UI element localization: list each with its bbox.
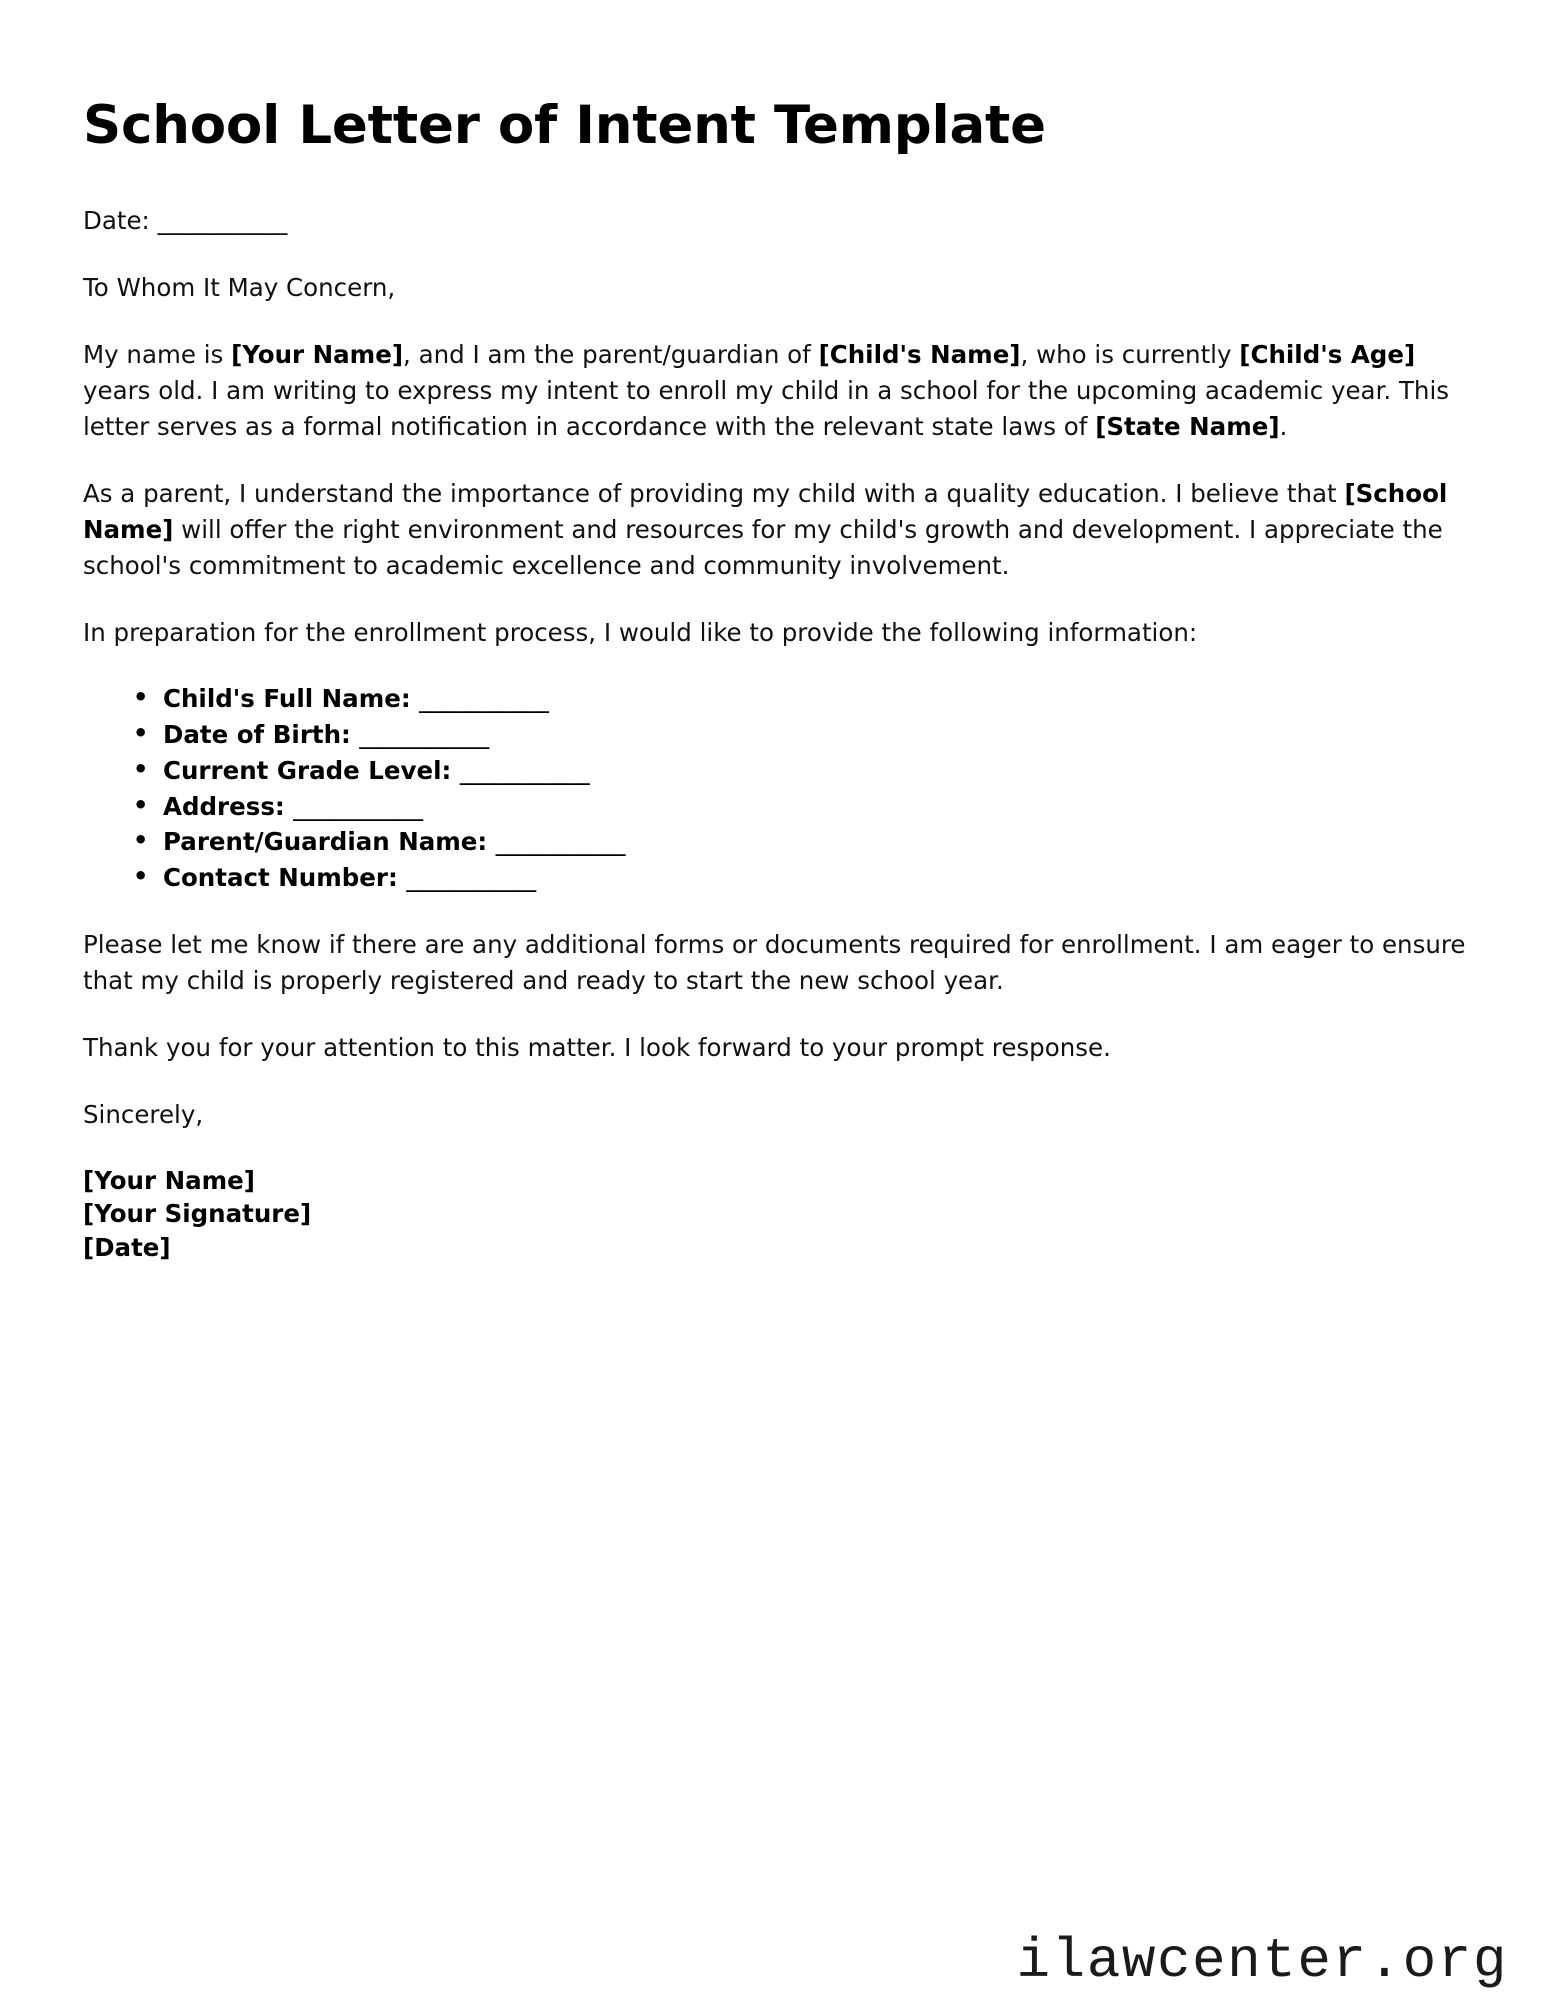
list-item-label: Parent/Guardian Name: xyxy=(163,827,488,857)
paragraph-thank-you: Thank you for your attention to this matter. I look forward to your prompt response. xyxy=(83,1032,1111,1062)
signature-line[interactable]: [Your Signature] xyxy=(83,1199,312,1229)
list-item-blank[interactable]: ___________ xyxy=(406,863,536,893)
list-item xyxy=(129,717,1475,753)
salutation: To Whom It May Concern, xyxy=(83,273,396,303)
date-line xyxy=(83,203,1475,239)
list-item xyxy=(129,681,1475,717)
placeholder-your-name[interactable]: [Your Name] xyxy=(231,340,404,370)
signature-name[interactable]: [Your Name] xyxy=(83,1165,255,1195)
list-item xyxy=(129,824,1475,860)
list-item xyxy=(129,753,1475,789)
list-item-label: Child's Full Name: xyxy=(163,684,411,714)
para2-seg2: will offer the right environment and resources for my child's growth and development. I appreciate the school's commitment to academic excellence and community involvement. xyxy=(83,515,1443,581)
list-item-blank[interactable]: ___________ xyxy=(293,791,423,821)
para1-seg3: , who is currently xyxy=(1020,340,1240,370)
list-item-blank[interactable]: ___________ xyxy=(359,720,489,750)
list-item-blank[interactable]: ___________ xyxy=(495,827,625,857)
list-item-label: Contact Number: xyxy=(163,863,398,893)
list-item-label: Address: xyxy=(163,791,285,821)
signature-date[interactable]: [Date] xyxy=(83,1232,171,1262)
placeholder-childs-age[interactable]: [Child's Age] xyxy=(1239,340,1416,370)
page-title: School Letter of Intent Template xyxy=(83,95,1046,156)
para2-seg1: As a parent, I understand the importance of providing my child with a quality education. I believe that xyxy=(83,479,1345,509)
placeholder-childs-name[interactable]: [Child's Name] xyxy=(818,340,1021,370)
list-item xyxy=(129,860,1475,896)
paragraph-parent-statement xyxy=(83,476,1475,584)
para1-seg5: . xyxy=(1279,412,1288,442)
list-item-label: Date of Birth: xyxy=(163,720,351,750)
site-watermark: ilawcenter.org xyxy=(1016,1929,1508,1993)
para1-seg2: , and I am the parent/guardian of xyxy=(403,340,819,370)
closing-salutation: Sincerely, xyxy=(83,1099,204,1129)
date-label: Date: xyxy=(83,206,150,236)
list-item-blank[interactable]: ___________ xyxy=(419,684,549,714)
placeholder-state-name[interactable]: [State Name] xyxy=(1095,412,1280,442)
document-content xyxy=(83,96,1475,1264)
signature-block xyxy=(83,1164,1475,1264)
paragraph-enrollment-intro: In preparation for the enrollment process, I would like to provide the following information: xyxy=(83,618,1198,648)
para1-seg1: My name is xyxy=(83,340,232,370)
list-item xyxy=(129,789,1475,825)
list-item-label: Current Grade Level: xyxy=(163,755,452,785)
date-blank[interactable]: ___________ xyxy=(157,206,287,236)
para1-seg4: years old. I am writing to express my intent to enroll my child in a school for the upcoming academic year. This letter serves as a formal notification in accordance with the relevant state laws of xyxy=(83,376,1450,442)
paragraph-additional-forms: Please let me know if there are any additional forms or documents required for enrollment. I am eager to ensure that my child is properly registered and ready to start the new school year. xyxy=(83,929,1466,995)
child-information-list xyxy=(83,681,1475,896)
placeholder-school-name[interactable]: [School Name] xyxy=(83,479,1448,545)
paragraph-intro xyxy=(83,337,1475,445)
list-item-blank[interactable]: ___________ xyxy=(459,755,590,785)
